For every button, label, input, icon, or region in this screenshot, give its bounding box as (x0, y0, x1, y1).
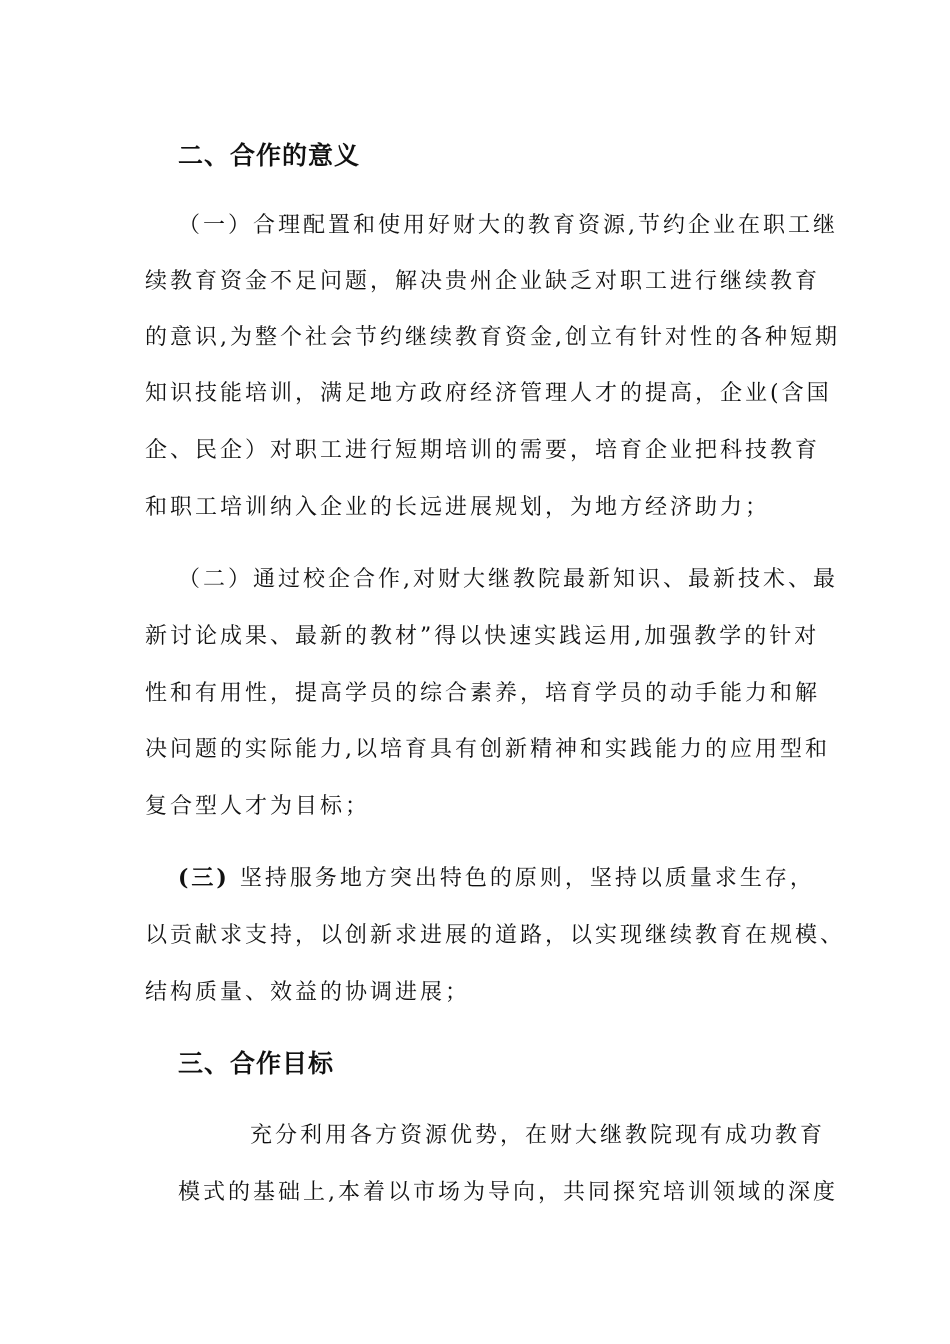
section-heading-significance: 二、合作的意义 (178, 141, 361, 170)
paragraph-text: 坚持服务地方突出特色的原则，坚持以质量求生存， (239, 866, 815, 891)
paragraph-line: 和职工培训纳入企业的长远进展规划，为地方经济助力； (145, 495, 771, 520)
paragraph-line: 续教育资金不足问题，解决贵州企业缺乏对职工进行继续教育 (145, 269, 821, 294)
section-heading-goals: 三、合作目标 (178, 1049, 335, 1078)
paragraph-line: 知识技能培训，满足地方政府经济管理人才的提高，企业(含国 (145, 381, 832, 406)
paragraph-line: （二）通过校企合作,对财大继教院最新知识、最新技术、最 (178, 567, 838, 592)
paragraph-line: 的意识,为整个社会节约继续教育资金,创立有针对性的各种短期 (145, 325, 840, 350)
paragraph-line: 新讨论成果、最新的教材”得以快速实践运用,加强教学的针对 (145, 624, 820, 649)
paragraph-line: 决问题的实际能力,以培育具有创新精神和实践能力的应用型和 (145, 737, 830, 762)
paragraph-line: 模式的基础上,本着以市场为导向，共同探究培训领域的深度 (178, 1180, 838, 1205)
paragraph-line: 充分利用各方资源优势，在财大继教院现有成功教育 (250, 1123, 826, 1148)
paragraph-line: 复合型人才为目标； (145, 794, 371, 819)
paragraph-line: 性和有用性，提高学员的综合素养，培育学员的动手能力和解 (145, 681, 821, 706)
paragraph-line: （一）合理配置和使用好财大的教育资源,节约企业在职工继 (178, 213, 838, 238)
list-label: (三) (178, 865, 230, 891)
paragraph-line: 以贡献求支持，以创新求进展的道路，以实现继续教育在规模、 (145, 923, 846, 948)
paragraph-line: 企、民企）对职工进行短期培训的需要，培育企业把科技教育 (145, 438, 821, 463)
paragraph-line (178, 861, 815, 892)
paragraph-line: 结构质量、效益的协调进展； (145, 980, 471, 1005)
